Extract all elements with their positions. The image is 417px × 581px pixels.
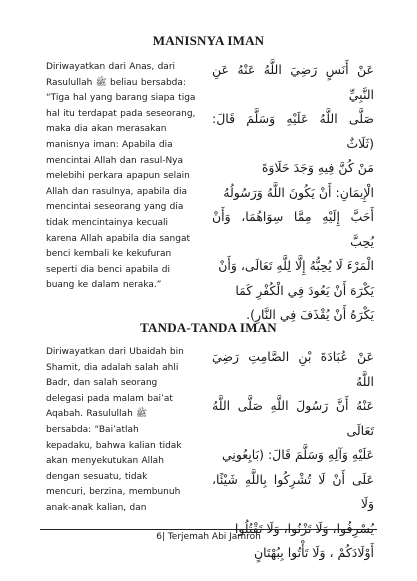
indonesian-translation-1: Diriwayatkan dari Anas, dari Rasulullah ﷺ beliau bersabda: “Tiga hal yang barang siapa tiga hal itu terdapat pada seseorang, maka dia akan merasakan manisnya iman: Apabila dia mencintai Allah dan rasul-Nya melebihi perkara apapun selain Allah dan rasulnya, apabila dia mencintai seseorang yang dia tidak mencintainya kecuali karena Allah apabila dia sangat benci kembali ke kekufuran seperti dia benci apabila di buang ke dalam neraka.” [46, 62, 196, 291]
section-title-manisnya-iman: MANISNYA IMAN [152, 33, 265, 48]
page-footer: 6| Terjemah Abi Jamroh [156, 532, 261, 542]
arabic-hadith-2: عَنْ عُبَادَةَ بْنِ الصَّامِتِ رَضِيَ اللَّهُ عَنْهُ أَنَّ رَسُولَ اللَّهِ صَلَّى اللَّهُ تَعَالَى عَلَيْهِ وَآلِهِ وَسَلَّمَ قَالَ: (بَايِعُونِي عَلَى أَنْ لَا تُشْرِكُوا بِاللَّهِ شَيْئًا، وَلَا يُسْرِفُوا، وَلَا تَزْنُوا، وَلَا تَقْتُلُوا أَوْلَادَكُمْ ، وَلَا تَأْتُوا بِبُهْتَانٍ [212, 349, 374, 560]
section-title-tanda-tanda-iman: TANDA-TANDA IMAN [140, 320, 277, 335]
footer-divider [40, 529, 377, 530]
arabic-hadith-1: عَنْ أَنَسٍ رَضِيَ اللَّهُ عَنْهُ عَنِ النَّبِيِّ صَلَّى اللَّهُ عَلَيْهِ وَسَلَّمَ قَالَ: (ثَلَاثٌ مَنْ كُنَّ فِيهِ وَجَدَ حَلَاوَةَ الْإِيمَانِ: أَنْ يَكُونَ اللَّهُ وَرَسُولُهُ أَحَبَّ إِلَيْهِ مِمَّا سِوَاهُمَا، وَأَنْ يُحِبَّ الْمَرْءَ لَا يُحِبُّهُ إِلَّا لِلَّهِ تَعَالَى، وَأَنْ يَكْرَهَ أَنْ يَعُودَ فِي الْكُفْرِ كَمَا يَكْرَهُ أَنْ يُقْذَفَ فِي النَّارِ). [212, 62, 374, 322]
indonesian-translation-2: Diriwayatkan dari Ubaidah bin Shamit, dia adalah salah ahli Badr, dan salah seorang delegasi pada malam bai’at Aqabah. Rasulullah ﷺ bersabda: “Bai’atlah kepadaku, bahwa kalian tidak akan menyekutukan Allah dengan sesuatu, tidak mencuri, berzina, membunuh anak-anak kalian, dan [46, 347, 184, 513]
